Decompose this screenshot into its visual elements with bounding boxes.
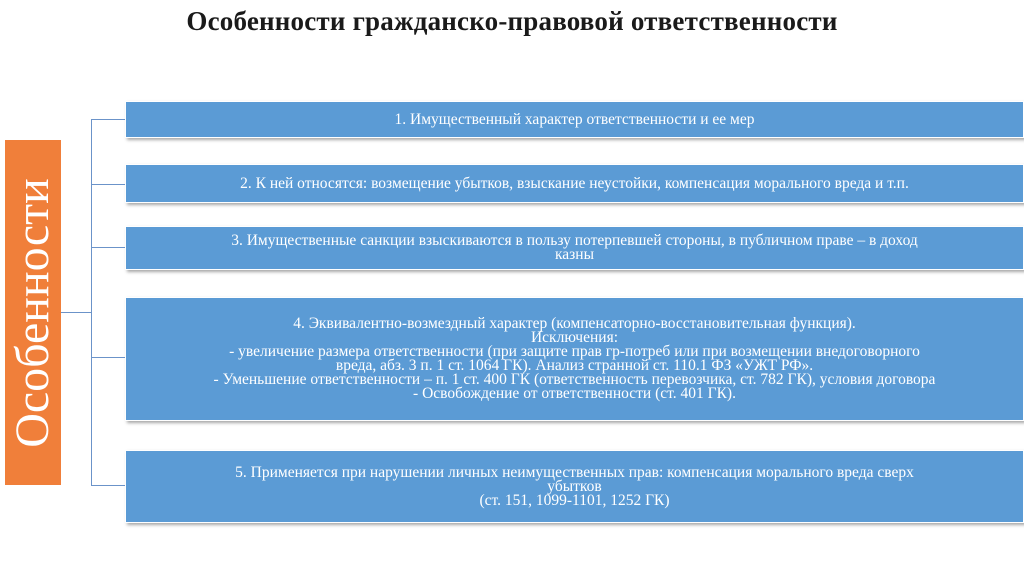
connector-branch-2 [91, 184, 125, 185]
feature-5-line-2: убытков [547, 477, 602, 495]
feature-box-2 [125, 164, 1024, 203]
side-category-label [5, 140, 61, 485]
feature-4-line-6: - Освобождение от ответственности (ст. 401 ГК). [413, 385, 736, 402]
feature-4-line-4: вреда, абз. 3 п. 1 ст. 1064 ГК). Анализ странной ст. 110.1 ФЗ «УЖТ РФ». [335, 357, 814, 374]
slide-title: Особенности гражданско-правовой ответственности [186, 6, 838, 36]
feature-box-3 [125, 226, 1024, 270]
connector-branch-4 [91, 357, 125, 358]
feature-2-line: 2. К ней относятся: возмещение убытков, взыскание неустойки, компенсация морального вреда и т.п. [240, 174, 909, 192]
feature-3-line-2: казны [554, 246, 594, 263]
feature-4-line-2: Исключения: [530, 329, 619, 346]
feature-box-5 [125, 450, 1024, 523]
side-category-text: Особенности [6, 177, 60, 448]
feature-4-line-5: - Уменьшение ответственности – п. 1 ст. 400 ГК (ответственность перевозчика, ст. 782 ГК), условия договора [213, 371, 936, 388]
feature-box-1 [125, 101, 1024, 138]
connector-branch-3 [91, 247, 125, 248]
feature-4-line-3: - увеличение размера ответственности (при защите прав гр-потреб или при возмещении внедоговорного [229, 343, 920, 360]
feature-5-line-3: (ст. 151, 1099-1101, 1252 ГК) [479, 491, 670, 509]
connector-stem [61, 312, 92, 313]
connector-vertical [91, 119, 92, 485]
feature-1-line: 1. Имущественный характер ответственности и ее мер [394, 110, 755, 128]
feature-box-4 [125, 297, 1024, 421]
connector-branch-1 [91, 119, 125, 120]
feature-4-line-1: 4. Эквивалентно-возмездный характер (компенсаторно-восстановительная функция). [293, 315, 856, 332]
feature-3-line-1: 3. Имущественные санкции взыскиваются в пользу потерпевшей стороны, в публичном праве – в доход [231, 232, 918, 249]
connector-branch-5 [91, 485, 125, 486]
feature-5-line-1: 5. Применяется при нарушении личных неимущественных прав: компенсация морального вреда сверх [235, 463, 914, 481]
